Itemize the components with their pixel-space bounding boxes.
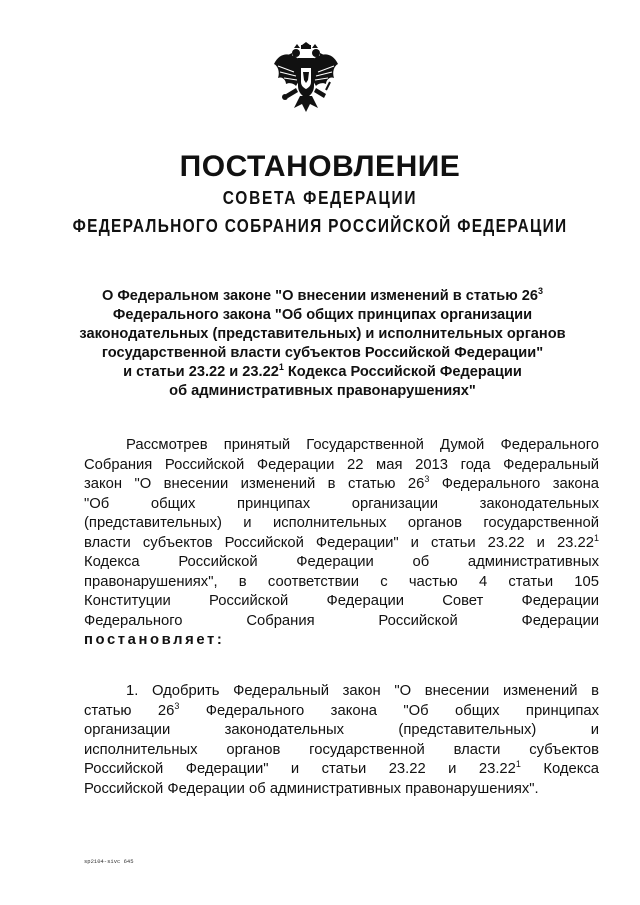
paragraph-line: Российской Федерации" и статьи 23.22 и 23.22$^1$ Кодекса	[84, 759, 599, 777]
law-title-line: законодательных (представительных) и исполнительных органов	[79, 326, 566, 342]
paragraph-line: Федерального Собрания Российской Федерации	[84, 612, 599, 629]
law-title-line: государственной власти субъектов Российской Федерации"	[101, 345, 544, 361]
resolution-item-1	[84, 682, 599, 799]
paragraph-line: Конституции Российской Федерации Совет Федерации	[84, 593, 599, 609]
paragraph-line: Кодекса Российской Федерации об административных	[84, 554, 599, 570]
law-title-line: об административных правонарушениях"	[169, 383, 476, 399]
law-title	[60, 287, 585, 401]
paragraph-line: "Об общих принципах организации законодательных	[84, 495, 599, 512]
paragraph-line: статью $26^3$ Федерального закона "Об общих принципах	[84, 700, 599, 719]
document-code: sp2104-sivc 645	[84, 858, 134, 865]
document-subtitle-assembly: ФЕДЕРАЛЬНОГО СОБРАНИЯ РОССИЙСКОЙ ФЕДЕРАЦИИ	[72, 216, 568, 236]
paragraph-line: 1. Одобрить Федеральный закон "О внесении изменений в	[126, 683, 599, 699]
paragraph-line: организации законодательных (представительных) и	[84, 722, 599, 738]
double-headed-eagle-icon	[272, 42, 340, 114]
document-title: ПОСТАНОВЛЕНИЕ	[179, 150, 461, 183]
paragraph-line: правонарушениях", в соответствии с частью 4 статьи 105	[84, 573, 599, 590]
paragraph-line: Российской Федерации об административных правонарушениях".	[84, 780, 539, 797]
paragraph-line: (представительных) и исполнительных органов государственной	[84, 515, 599, 531]
law-title-line: О Федеральном законе "О внесении изменений в статью $26^3$	[101, 286, 544, 304]
paragraph-line: Собрания Российской Федерации 22 мая 2013 года Федеральный	[84, 456, 599, 473]
paragraph-line: закон "О внесении изменений в статью $26^3$ Федерального закона	[84, 474, 599, 492]
document-subtitle-council: СОВЕТА ФЕДЕРАЦИИ	[222, 188, 418, 208]
paragraph-line: власти субъектов Российской Федерации" и статьи 23.22 и 23.22$^1$	[84, 532, 599, 551]
law-title-line: и статьи 23.22 и 23.22$^1$ Кодекса Российской Федерации	[123, 362, 522, 380]
preamble-paragraph	[84, 436, 599, 651]
resolve-word: постановляет:	[84, 632, 225, 648]
law-title-line: Федерального закона "Об общих принципах организации	[112, 307, 533, 323]
paragraph-line: Рассмотрев принятый Государственной Думой Федерального	[126, 437, 599, 453]
paragraph-line: исполнительных органов государственной власти субъектов	[84, 741, 599, 758]
